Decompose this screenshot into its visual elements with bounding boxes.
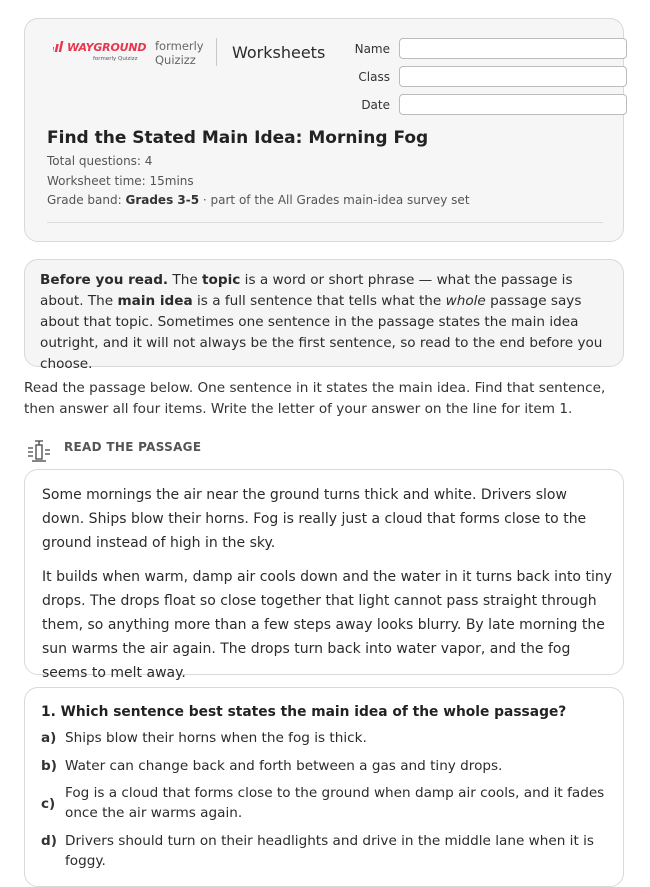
answer-option[interactable]: Drivers should turn on their headlights and drive in the middle lane when it is foggy. <box>65 833 594 869</box>
before-you-read-box <box>24 259 624 372</box>
option-letter: c) <box>41 796 56 812</box>
wayground-logo <box>53 41 147 65</box>
worksheets-label: Worksheets <box>232 43 326 62</box>
question-stem: 1. Which sentence best states the main idea of the whole passage? <box>41 704 567 720</box>
section-label-read-passage: READ THE PASSAGE <box>64 440 202 454</box>
name-field[interactable] <box>399 38 627 59</box>
lamp-icon <box>26 437 52 463</box>
worksheet-title: Find the Stated Main Idea: Morning Fog <box>47 128 429 148</box>
worksheet-header-card <box>24 18 624 242</box>
header-divider <box>216 38 217 66</box>
option-letter: a) <box>41 730 57 746</box>
option-letter: d) <box>41 833 57 849</box>
total-questions: Total questions: 4 <box>47 154 153 168</box>
grade-band-value: Grades 3-5 <box>125 193 200 207</box>
before-you-read-text: Before you read. The topic is a word or short phrase — what the passage is about. The main idea is a full sentence that tells what the whole passage says about that topic. Sometimes one sentence in the passage states the main idea outright, and it will not always be the first sentence, so read to the end before you choose. <box>40 272 603 372</box>
passage-card <box>24 469 624 681</box>
question-card <box>24 687 624 887</box>
name-label: Name <box>354 42 390 56</box>
answer-option[interactable]: Water can change back and forth between a gas and tiny drops. <box>65 758 503 774</box>
worksheet-time: Worksheet time: 15mins <box>47 174 194 188</box>
logo-wordmark: WAYGROUND <box>67 41 147 54</box>
wayground-logo-icon <box>53 41 67 53</box>
date-label: Date <box>361 98 390 112</box>
option-letter: b) <box>41 758 57 774</box>
passage-paragraph: It builds when warm, damp air cools down and the water in it turns back into tiny drops. The drops float so close together that light cannot pass straight through them, so anything more than a few steps away looks blurry. By late morning the sun warms the air again. The drops turn back into water vapor, and the fog seems to melt away. <box>42 569 612 681</box>
answer-option[interactable]: Ships blow their horns when the fog is thick. <box>65 730 367 746</box>
date-field[interactable] <box>399 94 627 115</box>
class-label: Class <box>358 70 390 84</box>
formerly-quizizz-note: formerly Quizizz <box>155 39 204 67</box>
passage-paragraph: Some mornings the air near the ground turns thick and white. Drivers slow down. Ships blow their horns. Fog is really just a cloud that forms close to the ground instead of high in the sky. <box>42 487 587 551</box>
answer-option[interactable]: Fog is a cloud that forms close to the ground when damp air cools, and it fades once the air warms again. <box>65 785 605 821</box>
instructions: Read the passage below. One sentence in it states the main idea. Find that sentence, then answer all four items. Write the letter of your answer on the line for item 1. <box>24 380 606 417</box>
logo-subtext: formerly Quizizz <box>93 56 138 62</box>
header-rule <box>47 222 603 223</box>
grade-band: Grade band: Grades 3-5 · part of the All Grades main-idea survey set <box>47 193 470 207</box>
class-field[interactable] <box>399 66 627 87</box>
